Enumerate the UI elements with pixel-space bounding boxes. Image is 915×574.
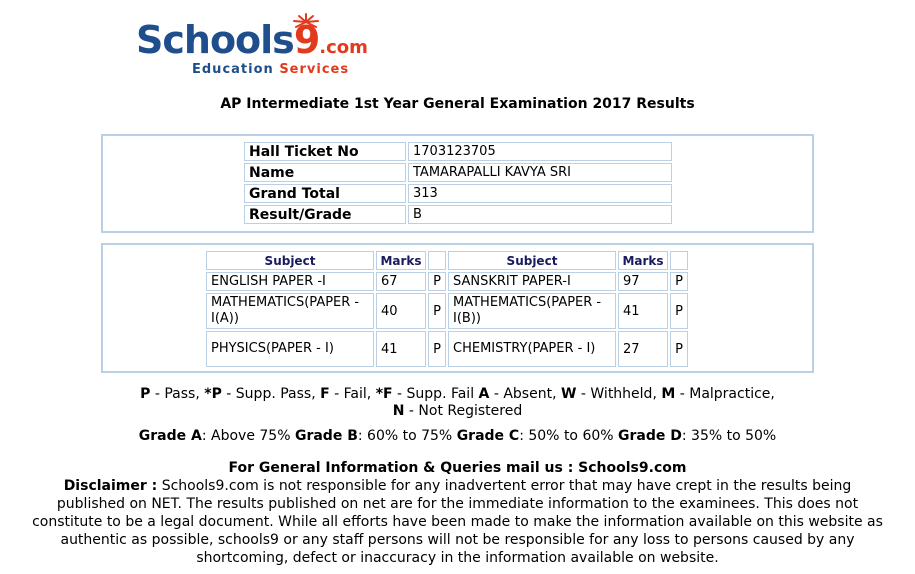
- info-row-name: [244, 163, 672, 182]
- header-status: [428, 251, 446, 270]
- legend-code: *F: [375, 386, 393, 402]
- header-marks: Marks: [618, 251, 668, 270]
- status-cell: P: [670, 331, 688, 367]
- legend-code: F: [320, 386, 330, 402]
- student-info-table: [242, 140, 674, 226]
- grade-label: Grade B: [294, 428, 358, 444]
- subject-cell: CHEMISTRY(PAPER - I): [448, 331, 616, 367]
- info-value: TAMARAPALLI KAVYA SRI: [408, 163, 672, 182]
- page-title: AP Intermediate 1st Year General Examination 2017 Results: [220, 96, 695, 112]
- marks-cell: 40: [376, 293, 426, 329]
- legend-code: M: [661, 386, 676, 402]
- grade-scale: [0, 428, 915, 444]
- header-marks: Marks: [376, 251, 426, 270]
- disclaimer-line: constitute to be a legal document. While all efforts have been made to make the information available on this website as: [32, 514, 883, 530]
- info-label: Result/Grade: [244, 205, 406, 224]
- grade-desc: : 35% to 50%: [681, 428, 777, 444]
- marks-cell: 27: [618, 331, 668, 367]
- info-label: Grand Total: [244, 184, 406, 203]
- status-cell: P: [670, 293, 688, 329]
- status-cell: P: [428, 272, 446, 291]
- contact-line: For General Information & Queries mail us : Schools9.com: [228, 460, 687, 476]
- disclaimer-line: authentic as possible, schools9 or any staff persons will not be responsible for any loss to persons caused by any: [60, 532, 855, 548]
- legend-code: P: [140, 386, 151, 402]
- disclaimer-label: Disclaimer :: [63, 478, 158, 494]
- student-info-panel: [101, 134, 814, 233]
- logo-brand-main: Schools: [136, 18, 294, 62]
- table-row: [206, 272, 688, 291]
- grade-label: Grade C: [456, 428, 520, 444]
- header-status: [670, 251, 688, 270]
- info-row-hall-ticket: [244, 142, 672, 161]
- subject-cell: MATHEMATICS(PAPER - I(A)): [206, 293, 374, 329]
- grade-desc: : 50% to 60%: [519, 428, 619, 444]
- info-value: B: [408, 205, 672, 224]
- logo-tag-services: Services: [279, 62, 350, 77]
- disclaimer-text: Schools9.com is not responsible for any inadvertent error that may have crept in the results being: [157, 478, 852, 494]
- legend-code: A: [478, 386, 490, 402]
- info-row-grand-total: [244, 184, 672, 203]
- marks-table: [204, 249, 690, 369]
- legend-line-2: [0, 403, 915, 420]
- legend-desc: - Malpractice,: [675, 386, 775, 402]
- subject-cell: PHYSICS(PAPER - I): [206, 331, 374, 367]
- disclaimer-line: shortcoming, defect or inaccuracy in the information available on website.: [196, 550, 719, 566]
- header-subject: Subject: [206, 251, 374, 270]
- schools9-logo[interactable]: [136, 12, 366, 82]
- legend-code: N: [392, 403, 405, 419]
- grade-desc: : Above 75%: [201, 428, 295, 444]
- table-row: [206, 293, 688, 329]
- subject-cell: ENGLISH PAPER -I: [206, 272, 374, 291]
- legend-desc: - Fail,: [329, 386, 376, 402]
- status-cell: P: [670, 272, 688, 291]
- legend-code: W: [560, 386, 577, 402]
- logo-brand-nine: 9: [293, 18, 320, 62]
- grade-label: Grade D: [618, 428, 682, 444]
- legend-desc: - Supp. Fail: [392, 386, 479, 402]
- disclaimer-line: published on NET. The results published on net are for the immediate information to the examinees. This does not: [56, 496, 859, 512]
- legend-desc: - Pass,: [150, 386, 205, 402]
- info-value: 1703123705: [408, 142, 672, 161]
- logo-tag-education: Education: [192, 62, 274, 77]
- status-cell: P: [428, 293, 446, 329]
- grade-label: Grade A: [138, 428, 202, 444]
- info-label: Name: [244, 163, 406, 182]
- legend-desc: - Not Registered: [404, 403, 523, 419]
- result-code-legend: [0, 386, 915, 420]
- marks-cell: 67: [376, 272, 426, 291]
- logo-tagline: [192, 62, 349, 77]
- info-row-result-grade: [244, 205, 672, 224]
- legend-desc: - Withheld,: [576, 386, 662, 402]
- subject-cell: MATHEMATICS(PAPER - I(B)): [448, 293, 616, 329]
- grade-desc: : 60% to 75%: [357, 428, 457, 444]
- marks-header-row: [206, 251, 688, 270]
- table-row: [206, 331, 688, 367]
- logo-brand-com: .com: [319, 37, 368, 58]
- legend-desc: - Absent,: [489, 386, 561, 402]
- marks-cell: 97: [618, 272, 668, 291]
- marks-cell: 41: [618, 293, 668, 329]
- status-cell: P: [428, 331, 446, 367]
- legend-line-1: [0, 386, 915, 403]
- subject-cell: SANSKRIT PAPER-I: [448, 272, 616, 291]
- legend-code: *P: [204, 386, 222, 402]
- disclaimer: [0, 477, 915, 567]
- marks-cell: 41: [376, 331, 426, 367]
- logo-wordmark: [136, 18, 368, 62]
- info-label: Hall Ticket No: [244, 142, 406, 161]
- marks-panel: [101, 243, 814, 373]
- legend-desc: - Supp. Pass,: [221, 386, 321, 402]
- disclaimer-line: [0, 477, 915, 495]
- info-value: 313: [408, 184, 672, 203]
- header-subject: Subject: [448, 251, 616, 270]
